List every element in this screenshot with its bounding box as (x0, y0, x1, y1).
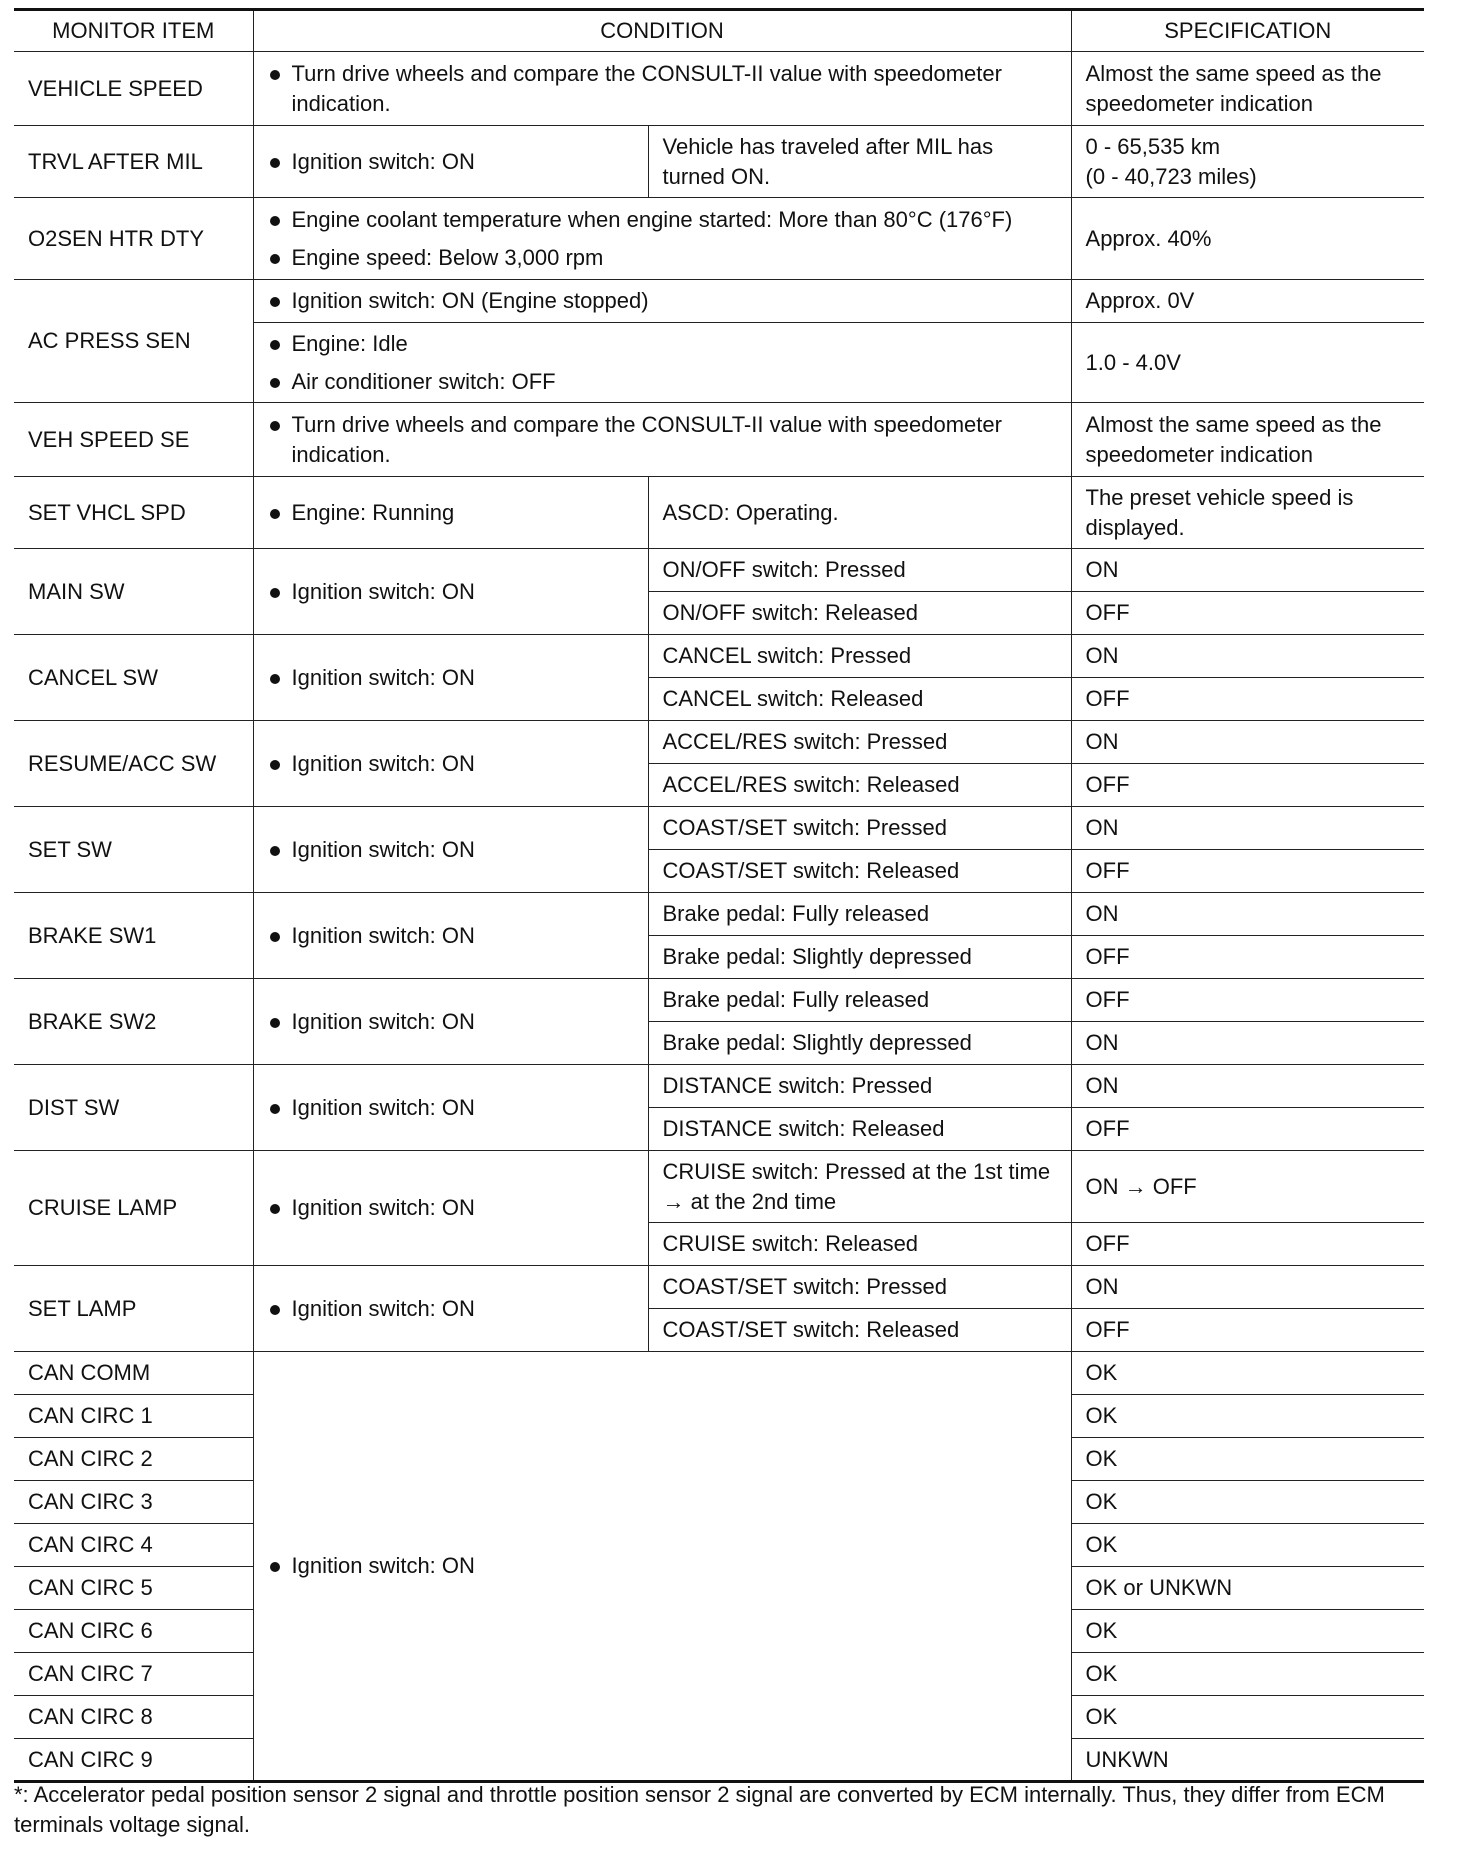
spec-cell: ON (1071, 635, 1424, 678)
condition-cell (253, 1065, 648, 1151)
monitor-spec-table (14, 8, 1424, 1783)
header-condition: CONDITION (253, 10, 1071, 52)
condition-text: Ignition switch: ON (268, 1294, 634, 1324)
monitor-item-cell: CAN CIRC 1 (14, 1395, 253, 1438)
condition-cell (253, 126, 648, 198)
sub-condition-cell: Brake pedal: Slightly depressed (648, 1022, 1071, 1065)
sub-condition-cell: ACCEL/RES switch: Pressed (648, 721, 1071, 764)
condition-text: Turn drive wheels and compare the CONSULT-II value with speedometer indication. (268, 59, 1057, 119)
condition-text: Ignition switch: ON (268, 147, 634, 177)
spec-cell: OFF (1071, 678, 1424, 721)
condition-text: Engine speed: Below 3,000 rpm (268, 243, 1057, 273)
table-row (14, 1151, 1424, 1223)
spec-cell: OFF (1071, 936, 1424, 979)
spec-cell: OK (1071, 1524, 1424, 1567)
condition-text: Engine: Idle (268, 329, 1057, 359)
sub-condition-cell: Brake pedal: Fully released (648, 979, 1071, 1022)
spec-cell (1071, 126, 1424, 198)
monitor-item-cell: CAN CIRC 3 (14, 1481, 253, 1524)
monitor-item-cell: MAIN SW (14, 549, 253, 635)
condition-text: Ignition switch: ON (268, 577, 634, 607)
condition-text: Turn drive wheels and compare the CONSULT-II value with speedometer indication. (268, 410, 1057, 470)
condition-text: Ignition switch: ON (Engine stopped) (268, 286, 1057, 316)
spec-cell: OK (1071, 1696, 1424, 1739)
spec-cell: OK (1071, 1610, 1424, 1653)
table-row (14, 721, 1424, 764)
sub-condition-cell: COAST/SET switch: Pressed (648, 1266, 1071, 1309)
monitor-item-cell: BRAKE SW1 (14, 893, 253, 979)
spec-cell: OK (1071, 1395, 1424, 1438)
spec-cell: OFF (1071, 1309, 1424, 1352)
spec-cell: OK (1071, 1653, 1424, 1696)
condition-text: Ignition switch: ON (268, 749, 634, 779)
condition-cell (253, 1151, 648, 1266)
spec-cell: OFF (1071, 1108, 1424, 1151)
condition-text: Ignition switch: ON (268, 921, 634, 951)
footnote: *: Accelerator pedal position sensor 2 signal and throttle position sensor 2 signal are converted by ECM internally. Thus, they differ from ECM terminals voltage signal. (14, 1782, 1385, 1837)
spec-cell: Approx. 0V (1071, 280, 1424, 323)
spec-cell: ON (1071, 721, 1424, 764)
spec-line: (0 - 40,723 miles) (1085, 163, 1257, 189)
table-row (14, 477, 1424, 549)
condition-cell (253, 979, 648, 1065)
table-row (14, 1266, 1424, 1309)
sub-condition-cell: ON/OFF switch: Released (648, 592, 1071, 635)
spec-cell: The preset vehicle speed is displayed. (1071, 477, 1424, 549)
monitor-item-cell: O2SEN HTR DTY (14, 198, 253, 280)
spec-cell: OFF (1071, 764, 1424, 807)
monitor-item-cell: CAN CIRC 7 (14, 1653, 253, 1696)
condition-cell (253, 1352, 1071, 1782)
spec-cell: OFF (1071, 850, 1424, 893)
table-row (14, 1352, 1424, 1395)
spec-cell: ON (1071, 549, 1424, 592)
condition-text: Ignition switch: ON (268, 663, 634, 693)
condition-text: Ignition switch: ON (268, 1551, 1057, 1581)
table-row (14, 979, 1424, 1022)
condition-cell (253, 635, 648, 721)
condition-text: Ignition switch: ON (268, 835, 634, 865)
monitor-item-cell: CAN CIRC 6 (14, 1610, 253, 1653)
sub-condition-cell: ASCD: Operating. (648, 477, 1071, 549)
table-row (14, 1065, 1424, 1108)
condition-cell (253, 807, 648, 893)
spec-cell: Almost the same speed as the speedometer indication (1071, 52, 1424, 126)
condition-cell (253, 893, 648, 979)
header-monitor-item: MONITOR ITEM (14, 10, 253, 52)
monitor-item-cell: RESUME/ACC SW (14, 721, 253, 807)
monitor-item-cell: VEHICLE SPEED (14, 52, 253, 126)
monitor-item-cell: DIST SW (14, 1065, 253, 1151)
sub-condition-cell: ON/OFF switch: Pressed (648, 549, 1071, 592)
spec-cell: OFF (1071, 1223, 1424, 1266)
sub-condition-cell: CRUISE switch: Pressed at the 1st time → at the 2nd time (648, 1151, 1071, 1223)
monitor-item-cell: CAN CIRC 8 (14, 1696, 253, 1739)
monitor-item-cell: BRAKE SW2 (14, 979, 253, 1065)
spec-cell: 1.0 - 4.0V (1071, 323, 1424, 403)
sub-condition-cell: COAST/SET switch: Released (648, 850, 1071, 893)
spec-cell: ON (1071, 1022, 1424, 1065)
spec-cell: ON (1071, 1266, 1424, 1309)
spec-cell: Almost the same speed as the speedometer indication (1071, 403, 1424, 477)
condition-cell (253, 721, 648, 807)
monitor-item-cell: CAN CIRC 4 (14, 1524, 253, 1567)
sub-condition-cell: CANCEL switch: Pressed (648, 635, 1071, 678)
header-row (14, 10, 1424, 52)
monitor-item-cell: CAN CIRC 9 (14, 1739, 253, 1782)
monitor-item-cell: CRUISE LAMP (14, 1151, 253, 1266)
sub-condition-cell: CANCEL switch: Released (648, 678, 1071, 721)
monitor-item-cell: SET SW (14, 807, 253, 893)
condition-text: Engine: Running (268, 498, 634, 528)
spec-cell: OFF (1071, 979, 1424, 1022)
monitor-item-cell: TRVL AFTER MIL (14, 126, 253, 198)
spec-cell: ON → OFF (1071, 1151, 1424, 1223)
monitor-item-cell: SET LAMP (14, 1266, 253, 1352)
spec-cell: ON (1071, 807, 1424, 850)
sub-condition-cell: CRUISE switch: Released (648, 1223, 1071, 1266)
sub-condition-cell: DISTANCE switch: Pressed (648, 1065, 1071, 1108)
condition-text: Engine coolant temperature when engine started: More than 80°C (176°F) (268, 205, 1057, 235)
table-row (14, 807, 1424, 850)
condition-text: Ignition switch: ON (268, 1193, 634, 1223)
table-row (14, 403, 1424, 477)
spec-cell: OFF (1071, 592, 1424, 635)
monitor-item-cell: CAN COMM (14, 1352, 253, 1395)
spec-cell: OK or UNKWN (1071, 1567, 1424, 1610)
sub-condition-cell: COAST/SET switch: Released (648, 1309, 1071, 1352)
table-row (14, 126, 1424, 198)
sub-condition-cell: DISTANCE switch: Released (648, 1108, 1071, 1151)
sub-condition-cell: Brake pedal: Slightly depressed (648, 936, 1071, 979)
condition-cell (253, 477, 648, 549)
condition-text: Ignition switch: ON (268, 1093, 634, 1123)
monitor-item-cell: CAN CIRC 5 (14, 1567, 253, 1610)
table-row (14, 280, 1424, 323)
header-specification: SPECIFICATION (1071, 10, 1424, 52)
spec-cell: Approx. 40% (1071, 198, 1424, 280)
monitor-item-cell: AC PRESS SEN (14, 280, 253, 403)
sub-condition-cell: ACCEL/RES switch: Released (648, 764, 1071, 807)
spec-cell: ON (1071, 1065, 1424, 1108)
monitor-item-cell: SET VHCL SPD (14, 477, 253, 549)
condition-text: Air conditioner switch: OFF (268, 367, 1057, 397)
monitor-item-cell: CAN CIRC 2 (14, 1438, 253, 1481)
monitor-item-cell: CANCEL SW (14, 635, 253, 721)
condition-cell (253, 549, 648, 635)
spec-cell: OK (1071, 1481, 1424, 1524)
table-row (14, 52, 1424, 126)
spec-cell: UNKWN (1071, 1739, 1424, 1782)
sub-condition-cell: COAST/SET switch: Pressed (648, 807, 1071, 850)
spec-cell: OK (1071, 1352, 1424, 1395)
condition-cell (253, 198, 1071, 280)
condition-cell (253, 280, 1071, 323)
table-row (14, 549, 1424, 592)
sub-condition-cell: Brake pedal: Fully released (648, 893, 1071, 936)
sub-condition-cell: Vehicle has traveled after MIL has turned ON. (648, 126, 1071, 198)
condition-cell (253, 403, 1071, 477)
condition-cell (253, 52, 1071, 126)
table-row (14, 635, 1424, 678)
table-row (14, 893, 1424, 936)
spec-line: 0 - 65,535 km (1085, 133, 1221, 159)
table-row (14, 198, 1424, 280)
spec-cell: ON (1071, 893, 1424, 936)
spec-cell: OK (1071, 1438, 1424, 1481)
monitor-item-cell: VEH SPEED SE (14, 403, 253, 477)
condition-cell (253, 1266, 648, 1352)
condition-text: Ignition switch: ON (268, 1007, 634, 1037)
condition-cell (253, 323, 1071, 403)
